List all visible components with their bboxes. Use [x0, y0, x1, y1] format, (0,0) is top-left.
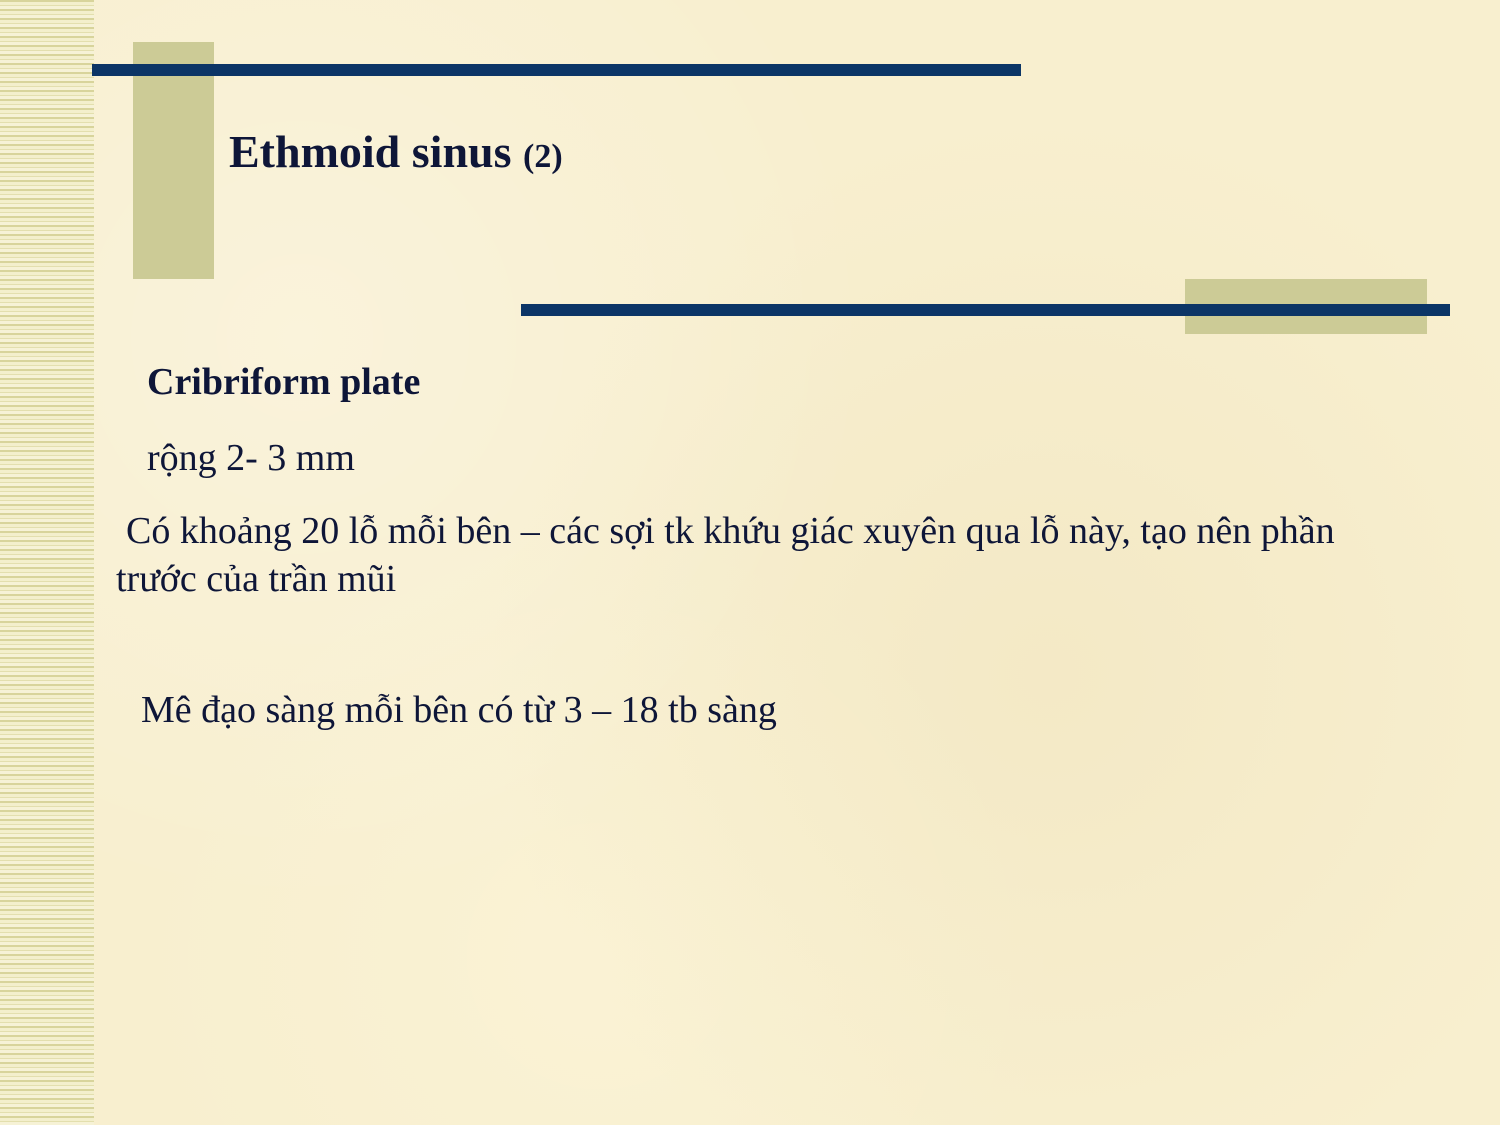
middle-rule	[521, 304, 1450, 316]
title-suffix: (2)	[523, 138, 563, 175]
holes-text: Có khoảng 20 lỗ mỗi bên – các sợi tk khứu giác xuyên qua lỗ này, tạo nên phần trước của trần mũi	[116, 510, 1335, 600]
holes-paragraph	[116, 507, 1376, 603]
width-text: rộng 2- 3 mm	[147, 437, 355, 479]
subheading-cribriform-plate: Cribriform plate	[147, 361, 421, 403]
left-decorative-strip	[0, 0, 94, 1125]
title-accent-block	[133, 42, 214, 279]
labyrinth-text: Mê đạo sàng mỗi bên có từ 3 – 18 tb sàng	[141, 689, 777, 731]
title-main: Ethmoid sinus	[229, 126, 512, 177]
slide-title	[229, 122, 563, 187]
top-rule	[92, 64, 1021, 76]
